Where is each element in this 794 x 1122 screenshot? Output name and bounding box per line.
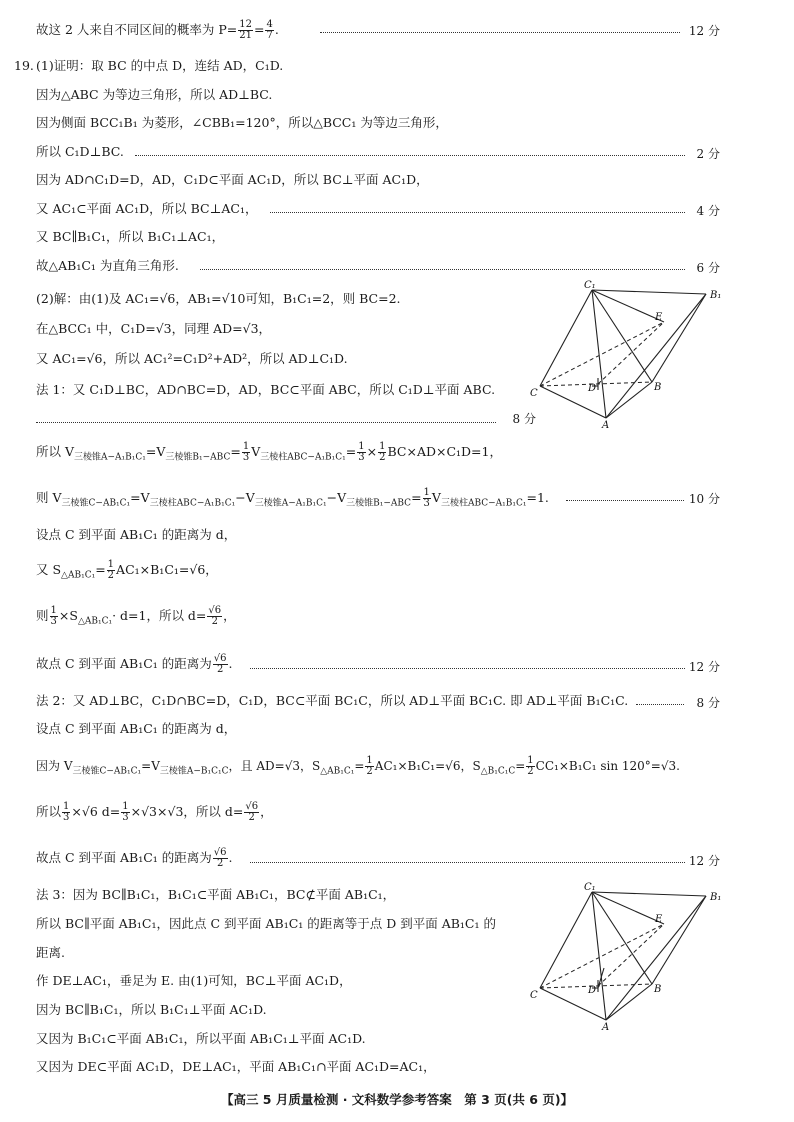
score: 12 分 (688, 854, 720, 868)
question-number: 19. (14, 58, 34, 73)
score: 12 分 (688, 24, 720, 38)
text-line: (1)证明：取 BC 的中点 D，连结 AD，C₁D. (36, 58, 284, 73)
fraction: $\frac{4}{7}$ (266, 19, 273, 41)
prism-figure (528, 278, 728, 428)
text-line: 又 AC₁=√6，所以 AC₁²=C₁D²+AD²，所以 AD⊥C₁D. (36, 351, 348, 366)
leader-dots (270, 212, 685, 213)
text-line: 距离. (36, 945, 65, 960)
text-line: 故△AB₁C₁ 为直角三角形. (36, 258, 179, 273)
score: 12 分 (688, 660, 720, 674)
leader-dots (135, 155, 685, 156)
fraction: $\frac{12}{21}$ (239, 19, 252, 41)
formula-line: 故点 C 到平面 AB₁C₁ 的距离为 $\frac{√6}{2}$ . (36, 847, 233, 869)
score: 10 分 (688, 492, 720, 506)
text-line: (2)解：由(1)及 AC₁=√6，AB₁=√10可知，B₁C₁=2，则 BC=2. (36, 291, 401, 306)
text-line: 又 AC₁⊂平面 AC₁D，所以 BC⊥AC₁， (36, 201, 258, 216)
text-line: 所以 BC∥平面 AB₁C₁，因此点 C 到平面 AB₁C₁ 的距离等于点 D 到平面 AB₁C₁ 的 (36, 916, 496, 931)
label-C1: C₁ (584, 280, 596, 291)
score: 2 分 (696, 147, 720, 161)
leader-dots (566, 500, 684, 501)
text-line: 设点 C 到平面 AB₁C₁ 的距离为 d， (36, 527, 237, 542)
text-line: 法 1：又 C₁D⊥BC，AD∩BC=D，AD，BC⊂平面 ABC，所以 C₁D⊥平面 ABC. (36, 382, 496, 397)
score: 6 分 (696, 261, 720, 275)
text-line: 因为△ABC 为等边三角形，所以 AD⊥BC. (36, 87, 273, 102)
text-line: 因为 BC∥B₁C₁，所以 B₁C₁⊥平面 AC₁D. (36, 1002, 267, 1017)
text-line: 因为 AD∩C₁D=D，AD，C₁D⊂平面 AC₁D，所以 BC⊥平面 AC₁D， (36, 172, 429, 187)
text-line: 作 DE⊥AC₁，垂足为 E. 由(1)可知，BC⊥平面 AC₁D， (36, 973, 352, 988)
text-line: 法 2：又 AD⊥BC，C₁D∩BC=D，C₁D，BC⊂平面 BC₁C，所以 AD⊥平面 BC₁C. 即 AD⊥平面 B₁C₁C. (36, 693, 629, 708)
label-A: A (602, 1022, 610, 1030)
page-footer: 【高三 5 月质量检测 · 文科数学参考答案 第 3 页(共 6 页)】 (220, 1092, 574, 1107)
leader-dots (250, 862, 685, 863)
text-line: 又因为 B₁C₁⊂平面 AB₁C₁，所以平面 AB₁C₁⊥平面 AC₁D. (36, 1031, 366, 1046)
text-line: 设点 C 到平面 AB₁C₁ 的距离为 d， (36, 721, 237, 736)
text-line: 故这 2 人来自不同区间的概率为 P= $\frac{12}{21}$ = $\frac{4}{7}$ . (36, 19, 279, 41)
score: 8 分 (696, 696, 720, 710)
formula-line: 则 $\frac{1}{3}$ $\times S_{\triangle AB_1C_1}\cdot d=1$，所以 d= $\frac{√6}{2}$ ， (36, 605, 236, 627)
leader-dots (200, 269, 685, 270)
label-B: B (654, 984, 662, 995)
label-C: C (530, 388, 538, 399)
formula-line: 所以 $\frac{1}{3}$ ×√6 d= $\frac{1}{3}$ ×√3×√3，所以 d= $\frac{√6}{2}$ ， (36, 801, 273, 823)
label-E: E (655, 914, 663, 925)
text-line: 又因为 DE⊂平面 AC₁D，DE⊥AC₁，平面 AB₁C₁∩平面 AC₁D=AC₁， (36, 1059, 436, 1074)
text-line: 所以 C₁D⊥BC. (36, 144, 124, 159)
label-B1: B₁ (710, 290, 722, 301)
formula-line: 因为 $V_{三棱锥C-AB_1C_1}=V_{三棱锥A-B_1C_1C}$，且 AD=√3，$S_{\triangle AB_1C_1}=$ $\frac{1}{2}$ AC₁×B₁C₁=√6，$S_{\triangle B_1C_1C}=$ $\frac{1}{2}$ CC₁×B₁C₁ sin 120°=√3. (36, 755, 680, 777)
formula-line: 故点 C 到平面 AB₁C₁ 的距离为 $\frac{√6}{2}$ . (36, 653, 233, 675)
formula-line: 则 $V_{三棱锥C-AB_1C_1}=V_{三棱柱ABC-A_1B_1C_1}-V_{三棱锥A-A_1B_1C_1}-V_{三棱锥B_1-ABC}=$ $\frac{1}{3}$ $V_{三棱柱ABC-A_1B_1C_1}=1$. (36, 487, 549, 509)
label-C: C (530, 990, 538, 1001)
leader-dots (250, 668, 685, 669)
text-line: 法 3：因为 BC∥B₁C₁，B₁C₁⊂平面 AB₁C₁，BC⊄平面 AB₁C₁， (36, 887, 396, 902)
text-line: 因为侧面 BCC₁B₁ 为菱形，∠CBB₁=120°，所以△BCC₁ 为等边三角形， (36, 115, 448, 130)
label-B1: B₁ (710, 892, 722, 903)
leader-dots (636, 704, 684, 705)
formula-line: 所以 $V_{三棱锥A-A_1B_1C_1}=V_{三棱锥B_1-ABC}=$ $\frac{1}{3}$ $V_{三棱柱ABC-A_1B_1C_1}=$ $\frac{1}{3}$ × $\frac{1}{2}$ BC×AD×C₁D=1， (36, 441, 502, 463)
score: 8 分 (512, 412, 536, 426)
leader-dots (320, 32, 680, 33)
label-D: D (588, 383, 597, 394)
text-line: 又 BC∥B₁C₁，所以 B₁C₁⊥AC₁， (36, 229, 225, 244)
formula-line: 又 $S_{\triangle AB_1C_1}=$ $\frac{1}{2}$ AC₁×B₁C₁=√6， (36, 559, 218, 581)
label-E: E (655, 312, 663, 323)
leader-dots (36, 422, 496, 423)
label-A: A (602, 420, 610, 428)
label-B: B (654, 382, 662, 393)
score: 4 分 (696, 204, 720, 218)
label-D: D (588, 985, 597, 996)
prism-figure-2 (528, 880, 728, 1030)
label-C1: C₁ (584, 882, 596, 893)
text-line: 在△BCC₁ 中，C₁D=√3，同理 AD=√3， (36, 321, 272, 336)
